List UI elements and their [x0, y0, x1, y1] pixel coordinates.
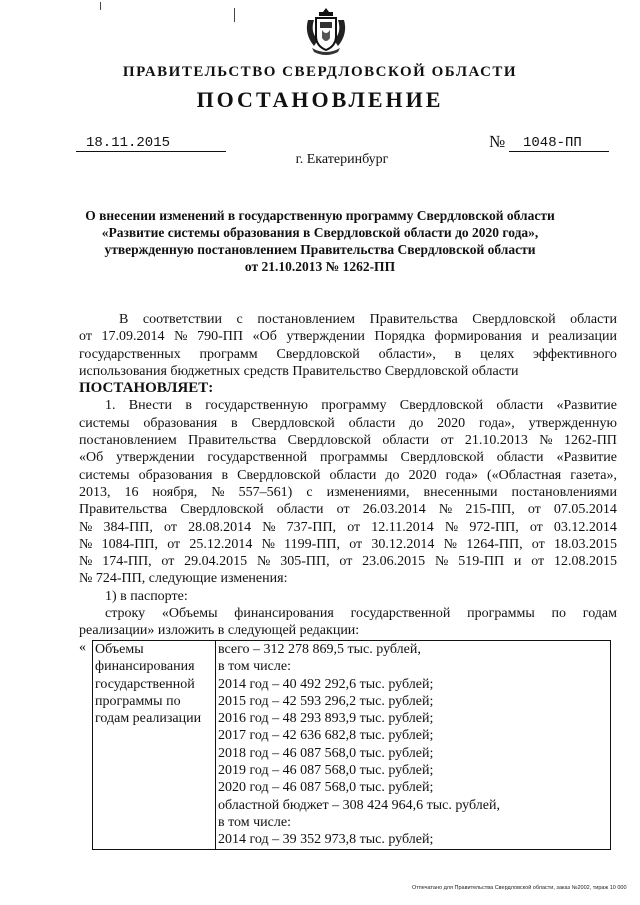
subclause: 1) в паспорте:	[105, 588, 188, 604]
title-line: О внесении изменений в государственную программу Свердловской области	[85, 208, 555, 223]
cell-line: государственной	[95, 676, 195, 692]
instruction-line: реализации» изложить в следующей редакции:	[79, 623, 360, 639]
number-sign: №	[489, 132, 506, 151]
instruction-line: строку «Объемы финансирования государственной программы по годам	[105, 606, 617, 622]
document-number: 1048-ПП	[509, 135, 609, 152]
print-footer: Отпечатано для Правительства Свердловской области, заказ №2002, тираж 10 000	[412, 885, 627, 891]
document-title	[70, 207, 570, 275]
table-row	[93, 641, 611, 850]
cell-line: 2018 год – 46 087 568,0 тыс. рублей;	[218, 745, 434, 761]
city: г. Екатеринбург	[295, 152, 389, 167]
cell-line: программы по	[95, 693, 181, 709]
preamble-line: В соответствии с постановлением Правительства Свердловской области	[119, 312, 617, 327]
financing-table	[92, 640, 611, 850]
resolves-heading: ПОСТАНОВЛЯЕТ:	[79, 380, 214, 397]
cell-line: 2015 год – 42 593 296,2 тыс. рублей;	[218, 693, 434, 709]
preamble-line: использования бюджетных средств Правительство Свердловской области	[79, 363, 519, 379]
scan-mark	[234, 8, 235, 22]
clause-line: системы образования в Свердловской области до 2020 года» («Областная газета»,	[79, 467, 617, 483]
title-line: от 21.10.2013 № 1262-ПП	[244, 259, 396, 274]
document-type: ПОСТАНОВЛЕНИЕ	[196, 87, 444, 112]
cell-line: в том числе:	[218, 814, 291, 830]
document-date: 18.11.2015	[76, 135, 226, 152]
preamble-line: от 17.09.2014 № 790-ПП «Об утверждении Порядка формирования и реализации	[79, 329, 617, 345]
cell-line: 2014 год – 39 352 973,8 тыс. рублей;	[218, 832, 434, 848]
cell-line: 2019 год – 46 087 568,0 тыс. рублей;	[218, 763, 434, 779]
clause-line: постановлением Правительства Свердловской области от 21.10.2013 № 1262-ПП	[79, 433, 617, 449]
clause-line: «Об утверждении государственной программы Свердловской области «Развитие	[79, 450, 617, 466]
scan-mark	[100, 2, 101, 10]
cell-line: 2017 год – 42 636 682,8 тыс. рублей;	[218, 728, 434, 744]
clause-line: № 174-ПП, от 29.04.2015 № 305-ПП, от 23.06.2015 № 519-ПП и от 12.08.2015	[79, 554, 617, 570]
clause-line: системы образования в Свердловской области до 2020 года», утвержденную	[79, 415, 617, 431]
coat-of-arms-emblem	[302, 6, 350, 56]
financing-values-cell	[216, 641, 611, 850]
financing-label-cell	[93, 641, 216, 850]
clause-line: № 384-ПП, от 28.08.2014 № 737-ПП, от 12.11.2014 № 972-ПП, от 03.12.2014	[79, 519, 617, 535]
cell-line: годам реализации	[95, 711, 202, 727]
opening-quote: «	[79, 640, 86, 655]
title-line: «Развитие системы образования в Свердловской области до 2020 года»,	[101, 225, 539, 240]
preamble-line: государственных программ Свердловской области», в целях эффективного	[79, 346, 617, 362]
cell-line: 2020 год – 46 087 568,0 тыс. рублей;	[218, 780, 434, 796]
clause-line: Правительства Свердловской области от 26.03.2014 № 215-ПП, от 07.05.2014	[79, 502, 617, 518]
title-line: утвержденную постановлением Правительства Свердловской области	[104, 242, 536, 257]
document-body	[79, 311, 617, 640]
cell-line: 2014 год – 40 492 292,6 тыс. рублей;	[218, 676, 434, 692]
cell-line: в том числе:	[218, 659, 291, 675]
clause-line: 2013, 16 ноября, № 557–561) с изменениями, внесенными постановлениями	[79, 484, 617, 500]
clause-line: № 724-ПП, следующие изменения:	[79, 571, 288, 587]
clause-line: 1. Внести в государственную программу Свердловской области «Развитие	[105, 398, 617, 414]
cell-line: 2016 год – 48 293 893,9 тыс. рублей;	[218, 711, 434, 727]
clause-line: № 1084-ПП, от 25.12.2014 № 1199-ПП, от 30.12.2014 № 1264-ПП, от 18.03.2015	[79, 536, 617, 552]
cell-line: Объемы	[95, 642, 144, 657]
cell-line: финансирования	[95, 659, 195, 675]
cell-line: всего – 312 278 869,5 тыс. рублей,	[218, 642, 421, 657]
organization-name: ПРАВИТЕЛЬСТВО СВЕРДЛОВСКОЙ ОБЛАСТИ	[122, 64, 518, 80]
cell-line: областной бюджет – 308 424 964,6 тыс. рублей,	[218, 797, 500, 813]
